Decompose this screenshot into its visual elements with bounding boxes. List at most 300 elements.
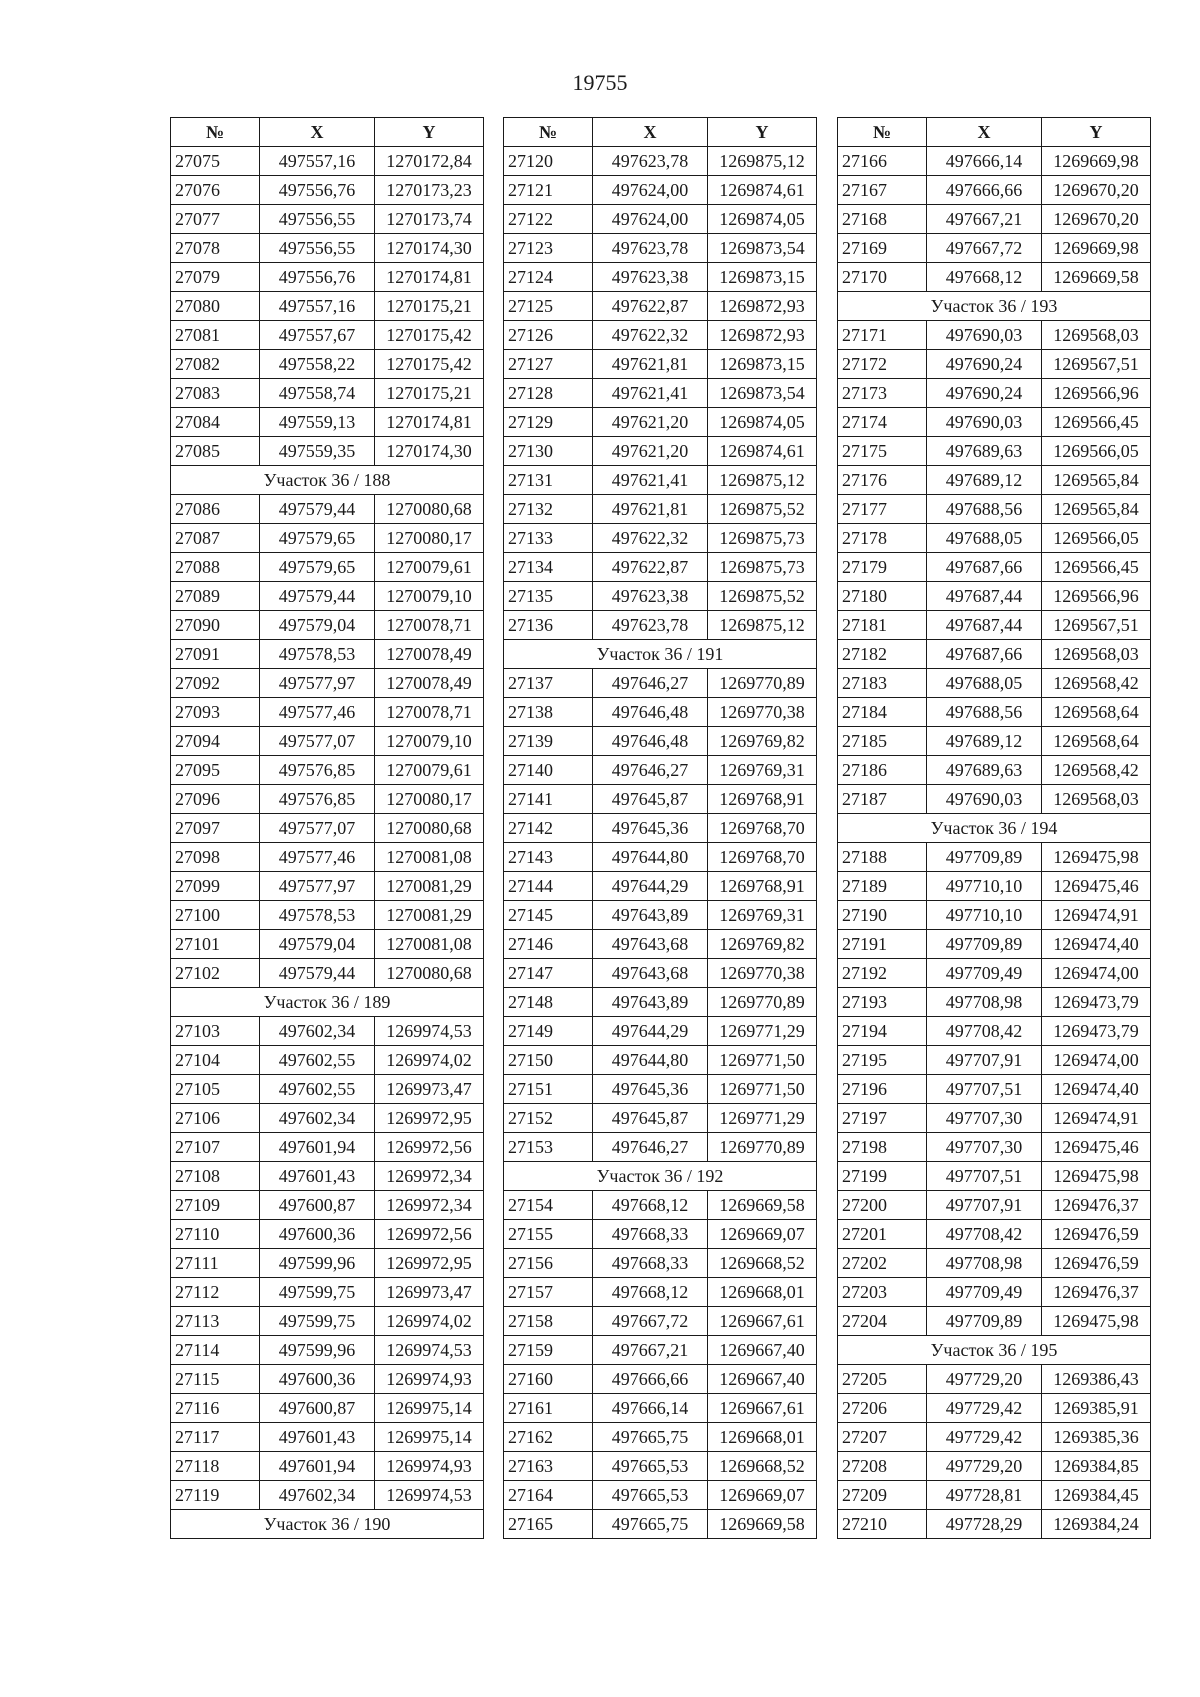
point-number: 27163 [504,1452,593,1481]
table-row [838,466,1151,495]
point-number: 27094 [171,727,260,756]
point-number: 27131 [504,466,593,495]
point-number: 27091 [171,640,260,669]
point-number: 27107 [171,1133,260,1162]
x-coordinate: 497556,76 [260,176,375,205]
x-coordinate: 497599,75 [260,1278,375,1307]
y-coordinate: 1269385,91 [1042,1394,1151,1423]
x-coordinate: 497557,16 [260,147,375,176]
y-coordinate: 1269873,54 [708,234,817,263]
point-number: 27149 [504,1017,593,1046]
table-row [504,437,817,466]
x-coordinate: 497600,36 [260,1365,375,1394]
x-coordinate: 497689,12 [927,727,1042,756]
table-row [838,495,1151,524]
y-coordinate: 1269769,82 [708,727,817,756]
point-number: 27174 [838,408,927,437]
section-header-row [171,1510,484,1539]
table-row [171,350,484,379]
point-number: 27079 [171,263,260,292]
x-coordinate: 497577,07 [260,814,375,843]
y-coordinate: 1269473,79 [1042,988,1151,1017]
table-row [171,321,484,350]
header-x: X [260,118,375,147]
y-coordinate: 1269873,15 [708,350,817,379]
x-coordinate: 497690,24 [927,350,1042,379]
y-coordinate: 1269669,58 [1042,263,1151,292]
table-row [504,1452,817,1481]
y-coordinate: 1269474,00 [1042,1046,1151,1075]
table-row [171,843,484,872]
point-number: 27135 [504,582,593,611]
section-label: Участок 36 / 191 [504,640,817,669]
page-number: 19755 [572,70,628,95]
header-y: Y [708,118,817,147]
point-number: 27095 [171,756,260,785]
table-row [504,408,817,437]
y-coordinate: 1270175,42 [375,321,484,350]
y-coordinate: 1270174,81 [375,263,484,292]
table-row [838,524,1151,553]
table-row [171,1307,484,1336]
point-number: 27085 [171,437,260,466]
point-number: 27154 [504,1191,593,1220]
table-row [504,1394,817,1423]
point-number: 27173 [838,379,927,408]
y-coordinate: 1269769,31 [708,756,817,785]
point-number: 27097 [171,814,260,843]
y-coordinate: 1270172,84 [375,147,484,176]
x-coordinate: 497579,44 [260,959,375,988]
table-row [838,1307,1151,1336]
x-coordinate: 497559,13 [260,408,375,437]
y-coordinate: 1269972,34 [375,1162,484,1191]
x-coordinate: 497707,30 [927,1133,1042,1162]
x-coordinate: 497643,68 [593,930,708,959]
point-number: 27087 [171,524,260,553]
table-row [838,321,1151,350]
table-row [504,1423,817,1452]
table-row [504,1220,817,1249]
point-number: 27204 [838,1307,927,1336]
table-row [838,640,1151,669]
point-number: 27140 [504,756,593,785]
table-row [504,205,817,234]
point-number: 27093 [171,698,260,727]
point-number: 27172 [838,350,927,379]
x-coordinate: 497665,53 [593,1481,708,1510]
table-row [504,234,817,263]
table-row [838,1481,1151,1510]
point-number: 27150 [504,1046,593,1075]
table-row [171,408,484,437]
y-coordinate: 1269567,51 [1042,350,1151,379]
y-coordinate: 1269875,12 [708,147,817,176]
point-number: 27197 [838,1104,927,1133]
x-coordinate: 497665,75 [593,1510,708,1539]
x-coordinate: 497622,32 [593,321,708,350]
point-number: 27185 [838,727,927,756]
x-coordinate: 497709,89 [927,1307,1042,1336]
section-header-row [838,292,1151,321]
point-number: 27170 [838,263,927,292]
y-coordinate: 1269568,64 [1042,698,1151,727]
x-coordinate: 497601,43 [260,1423,375,1452]
table-row [171,553,484,582]
point-number: 27177 [838,495,927,524]
x-coordinate: 497707,51 [927,1162,1042,1191]
x-coordinate: 497643,89 [593,988,708,1017]
point-number: 27166 [838,147,927,176]
x-coordinate: 497710,10 [927,901,1042,930]
table-row [838,1452,1151,1481]
y-coordinate: 1269875,73 [708,553,817,582]
y-coordinate: 1269768,91 [708,872,817,901]
x-coordinate: 497644,29 [593,872,708,901]
table-row [838,1046,1151,1075]
y-coordinate: 1269974,53 [375,1481,484,1510]
table-row [171,147,484,176]
table-row [838,1017,1151,1046]
table-row [838,1162,1151,1191]
x-coordinate: 497708,42 [927,1017,1042,1046]
x-coordinate: 497557,67 [260,321,375,350]
x-coordinate: 497579,44 [260,495,375,524]
y-coordinate: 1270078,49 [375,669,484,698]
x-coordinate: 497621,81 [593,495,708,524]
table-row [504,553,817,582]
section-label: Участок 36 / 194 [838,814,1151,843]
y-coordinate: 1269566,45 [1042,408,1151,437]
y-coordinate: 1269972,95 [375,1249,484,1278]
point-number: 27123 [504,234,593,263]
y-coordinate: 1270079,10 [375,582,484,611]
section-header-row [838,814,1151,843]
y-coordinate: 1269568,42 [1042,756,1151,785]
point-number: 27200 [838,1191,927,1220]
point-number: 27119 [171,1481,260,1510]
section-label: Участок 36 / 190 [171,1510,484,1539]
point-number: 27180 [838,582,927,611]
point-number: 27099 [171,872,260,901]
point-number: 27134 [504,553,593,582]
table-row [838,1423,1151,1452]
table-row [504,814,817,843]
y-coordinate: 1269667,61 [708,1394,817,1423]
header-number: № [171,118,260,147]
table-row [171,1046,484,1075]
x-coordinate: 497665,75 [593,1423,708,1452]
table-row [838,1510,1151,1539]
y-coordinate: 1269668,01 [708,1278,817,1307]
section-label: Участок 36 / 193 [838,292,1151,321]
point-number: 27196 [838,1075,927,1104]
x-coordinate: 497666,14 [927,147,1042,176]
x-coordinate: 497558,22 [260,350,375,379]
y-coordinate: 1269770,89 [708,988,817,1017]
y-coordinate: 1269474,40 [1042,1075,1151,1104]
x-coordinate: 497710,10 [927,872,1042,901]
x-coordinate: 497688,05 [927,669,1042,698]
x-coordinate: 497687,44 [927,582,1042,611]
y-coordinate: 1269475,46 [1042,872,1151,901]
y-coordinate: 1269771,50 [708,1075,817,1104]
x-coordinate: 497667,72 [927,234,1042,263]
point-number: 27132 [504,495,593,524]
x-coordinate: 497556,55 [260,205,375,234]
point-number: 27142 [504,814,593,843]
table-row [838,901,1151,930]
table-row [171,1394,484,1423]
point-number: 27165 [504,1510,593,1539]
point-number: 27113 [171,1307,260,1336]
x-coordinate: 497599,96 [260,1336,375,1365]
y-coordinate: 1269771,29 [708,1104,817,1133]
y-coordinate: 1270080,68 [375,495,484,524]
table-row [838,147,1151,176]
table-row [171,437,484,466]
y-coordinate: 1269568,03 [1042,640,1151,669]
x-coordinate: 497624,00 [593,176,708,205]
table-row [171,1104,484,1133]
point-number: 27128 [504,379,593,408]
table-row [504,698,817,727]
point-number: 27078 [171,234,260,263]
x-coordinate: 497668,33 [593,1220,708,1249]
table-row [504,495,817,524]
x-coordinate: 497600,87 [260,1191,375,1220]
table-row [838,1365,1151,1394]
y-coordinate: 1269668,52 [708,1452,817,1481]
table-row [504,1365,817,1394]
point-number: 27130 [504,437,593,466]
table-row [838,930,1151,959]
x-coordinate: 497602,55 [260,1046,375,1075]
y-coordinate: 1269474,40 [1042,930,1151,959]
y-coordinate: 1269474,00 [1042,959,1151,988]
y-coordinate: 1270081,08 [375,930,484,959]
section-header-row [171,988,484,1017]
y-coordinate: 1269770,89 [708,1133,817,1162]
x-coordinate: 497602,34 [260,1481,375,1510]
table-row [838,988,1151,1017]
y-coordinate: 1269770,38 [708,959,817,988]
y-coordinate: 1269972,56 [375,1220,484,1249]
x-coordinate: 497689,12 [927,466,1042,495]
x-coordinate: 497689,63 [927,756,1042,785]
point-number: 27112 [171,1278,260,1307]
x-coordinate: 497600,87 [260,1394,375,1423]
table-row [838,1278,1151,1307]
coordinates-table-1 [170,117,484,1539]
x-coordinate: 497646,27 [593,1133,708,1162]
y-coordinate: 1269768,70 [708,814,817,843]
table-row [838,379,1151,408]
point-number: 27201 [838,1220,927,1249]
table-row [504,147,817,176]
x-coordinate: 497667,72 [593,1307,708,1336]
y-coordinate: 1269875,73 [708,524,817,553]
x-coordinate: 497579,04 [260,611,375,640]
point-number: 27137 [504,669,593,698]
table-row [838,553,1151,582]
x-coordinate: 497645,36 [593,814,708,843]
point-number: 27081 [171,321,260,350]
point-number: 27205 [838,1365,927,1394]
point-number: 27159 [504,1336,593,1365]
table-row [171,292,484,321]
x-coordinate: 497579,65 [260,524,375,553]
table-row [171,1191,484,1220]
table-row [838,1133,1151,1162]
x-coordinate: 497708,98 [927,988,1042,1017]
table-row [171,1423,484,1452]
x-coordinate: 497709,89 [927,930,1042,959]
point-number: 27169 [838,234,927,263]
y-coordinate: 1269566,96 [1042,379,1151,408]
y-coordinate: 1269972,56 [375,1133,484,1162]
table-row [838,234,1151,263]
y-coordinate: 1270079,61 [375,756,484,785]
point-number: 27103 [171,1017,260,1046]
y-coordinate: 1269475,98 [1042,843,1151,872]
x-coordinate: 497646,48 [593,698,708,727]
x-coordinate: 497645,36 [593,1075,708,1104]
y-coordinate: 1269974,53 [375,1336,484,1365]
point-number: 27101 [171,930,260,959]
x-coordinate: 497623,38 [593,582,708,611]
x-coordinate: 497688,56 [927,698,1042,727]
x-coordinate: 497623,78 [593,147,708,176]
table-row [838,785,1151,814]
coordinates-table-2 [503,117,817,1539]
point-number: 27104 [171,1046,260,1075]
table-row [171,582,484,611]
x-coordinate: 497709,89 [927,843,1042,872]
x-coordinate: 497602,55 [260,1075,375,1104]
x-coordinate: 497668,12 [593,1191,708,1220]
y-coordinate: 1269769,82 [708,930,817,959]
y-coordinate: 1269669,07 [708,1220,817,1249]
table-row [504,1075,817,1104]
y-coordinate: 1269667,61 [708,1307,817,1336]
x-coordinate: 497602,34 [260,1017,375,1046]
point-number: 27209 [838,1481,927,1510]
x-coordinate: 497579,65 [260,553,375,582]
table-row [504,930,817,959]
point-number: 27186 [838,756,927,785]
point-number: 27147 [504,959,593,988]
y-coordinate: 1269384,45 [1042,1481,1151,1510]
point-number: 27191 [838,930,927,959]
point-number: 27088 [171,553,260,582]
point-number: 27189 [838,872,927,901]
table-row [504,1336,817,1365]
x-coordinate: 497643,68 [593,959,708,988]
x-coordinate: 497644,80 [593,1046,708,1075]
point-number: 27126 [504,321,593,350]
y-coordinate: 1269667,40 [708,1365,817,1394]
y-coordinate: 1269566,96 [1042,582,1151,611]
y-coordinate: 1269667,40 [708,1336,817,1365]
point-number: 27138 [504,698,593,727]
table-row [504,263,817,292]
table-row [838,669,1151,698]
table-row [838,611,1151,640]
y-coordinate: 1269771,29 [708,1017,817,1046]
table-row [171,176,484,205]
table-row [838,350,1151,379]
point-number: 27108 [171,1162,260,1191]
y-coordinate: 1269975,14 [375,1423,484,1452]
y-coordinate: 1269770,89 [708,669,817,698]
table-row [504,1104,817,1133]
point-number: 27144 [504,872,593,901]
y-coordinate: 1269874,05 [708,408,817,437]
y-coordinate: 1270079,10 [375,727,484,756]
y-coordinate: 1270078,71 [375,611,484,640]
point-number: 27136 [504,611,593,640]
y-coordinate: 1269872,93 [708,292,817,321]
table-row [838,205,1151,234]
section-label: Участок 36 / 195 [838,1336,1151,1365]
point-number: 27153 [504,1133,593,1162]
y-coordinate: 1269566,45 [1042,553,1151,582]
coordinates-table-3 [837,117,1151,1539]
y-coordinate: 1270080,68 [375,814,484,843]
y-coordinate: 1269972,95 [375,1104,484,1133]
point-number: 27202 [838,1249,927,1278]
table-row [838,263,1151,292]
y-coordinate: 1270081,08 [375,843,484,872]
point-number: 27116 [171,1394,260,1423]
x-coordinate: 497667,21 [927,205,1042,234]
x-coordinate: 497646,27 [593,669,708,698]
point-number: 27183 [838,669,927,698]
point-number: 27178 [838,524,927,553]
table-row [504,1133,817,1162]
y-coordinate: 1269875,12 [708,611,817,640]
x-coordinate: 497646,27 [593,756,708,785]
point-number: 27127 [504,350,593,379]
y-coordinate: 1269875,52 [708,582,817,611]
y-coordinate: 1270080,68 [375,959,484,988]
table-row [838,437,1151,466]
table-row [504,1191,817,1220]
section-header-row [838,1336,1151,1365]
x-coordinate: 497623,38 [593,263,708,292]
y-coordinate: 1269565,84 [1042,495,1151,524]
table-row [171,814,484,843]
y-coordinate: 1270174,30 [375,234,484,263]
y-coordinate: 1269567,51 [1042,611,1151,640]
x-coordinate: 497576,85 [260,756,375,785]
x-coordinate: 497690,03 [927,321,1042,350]
x-coordinate: 497690,03 [927,408,1042,437]
x-coordinate: 497577,97 [260,669,375,698]
x-coordinate: 497729,20 [927,1452,1042,1481]
table-row [171,930,484,959]
point-number: 27117 [171,1423,260,1452]
point-number: 27102 [171,959,260,988]
y-coordinate: 1269973,47 [375,1278,484,1307]
point-number: 27176 [838,466,927,495]
y-coordinate: 1269568,64 [1042,727,1151,756]
table-header-row [838,118,1151,147]
y-coordinate: 1269768,70 [708,843,817,872]
section-label: Участок 36 / 192 [504,1162,817,1191]
table-row [838,756,1151,785]
